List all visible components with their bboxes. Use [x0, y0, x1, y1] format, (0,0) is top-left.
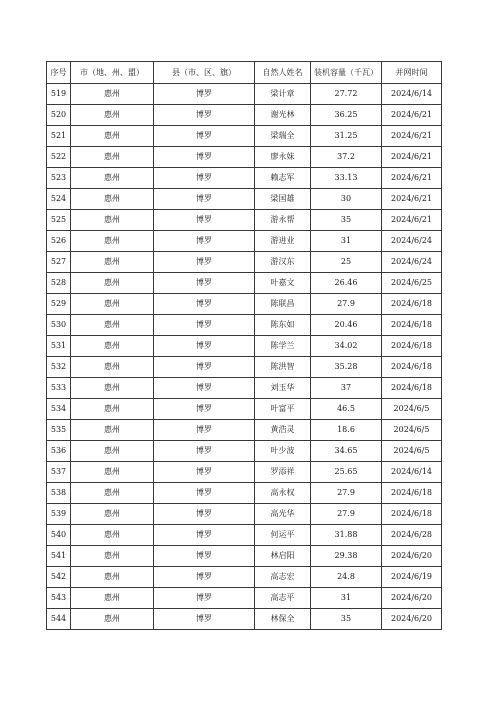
cell-county: 博罗	[154, 441, 255, 462]
cell-county: 博罗	[154, 567, 255, 588]
cell-grid-connection-date: 2024/6/28	[382, 525, 442, 546]
cell-serial-number: 536	[47, 441, 71, 462]
cell-city: 惠州	[71, 546, 154, 567]
cell-installed-capacity: 25.65	[311, 462, 382, 483]
cell-city: 惠州	[71, 126, 154, 147]
table-row	[47, 336, 442, 357]
cell-serial-number: 525	[47, 210, 71, 231]
cell-person-name: 黄浩灵	[255, 420, 311, 441]
table-row	[47, 546, 442, 567]
cell-grid-connection-date: 2024/6/21	[382, 210, 442, 231]
table-row	[47, 588, 442, 609]
cell-installed-capacity: 36.25	[311, 105, 382, 126]
cell-installed-capacity: 25	[311, 252, 382, 273]
cell-person-name: 赖志军	[255, 168, 311, 189]
cell-serial-number: 521	[47, 126, 71, 147]
cell-grid-connection-date: 2024/6/24	[382, 252, 442, 273]
table-row	[47, 483, 442, 504]
cell-installed-capacity: 29.38	[311, 546, 382, 567]
cell-installed-capacity: 34.65	[311, 441, 382, 462]
header-grid-connection-time: 并网时间	[382, 62, 442, 84]
cell-grid-connection-date: 2024/6/21	[382, 189, 442, 210]
cell-serial-number: 543	[47, 588, 71, 609]
table-row	[47, 189, 442, 210]
cell-grid-connection-date: 2024/6/18	[382, 504, 442, 525]
cell-person-name: 林保全	[255, 609, 311, 630]
cell-serial-number: 529	[47, 294, 71, 315]
cell-person-name: 廖永妹	[255, 147, 311, 168]
cell-person-name: 高志平	[255, 588, 311, 609]
cell-serial-number: 535	[47, 420, 71, 441]
pv-installation-table	[46, 61, 442, 630]
cell-person-name: 梁计章	[255, 84, 311, 105]
cell-county: 博罗	[154, 504, 255, 525]
cell-grid-connection-date: 2024/6/25	[382, 273, 442, 294]
cell-installed-capacity: 20.46	[311, 315, 382, 336]
cell-city: 惠州	[71, 252, 154, 273]
cell-city: 惠州	[71, 462, 154, 483]
cell-serial-number: 530	[47, 315, 71, 336]
table-row	[47, 525, 442, 546]
cell-person-name: 游汉东	[255, 252, 311, 273]
table-row	[47, 378, 442, 399]
table-row	[47, 420, 442, 441]
cell-person-name: 游进业	[255, 231, 311, 252]
cell-grid-connection-date: 2024/6/20	[382, 588, 442, 609]
cell-serial-number: 542	[47, 567, 71, 588]
cell-person-name: 高永权	[255, 483, 311, 504]
cell-grid-connection-date: 2024/6/21	[382, 168, 442, 189]
cell-city: 惠州	[71, 441, 154, 462]
cell-serial-number: 534	[47, 399, 71, 420]
cell-installed-capacity: 31.88	[311, 525, 382, 546]
cell-person-name: 罗添祥	[255, 462, 311, 483]
cell-person-name: 高光华	[255, 504, 311, 525]
cell-city: 惠州	[71, 147, 154, 168]
cell-installed-capacity: 18.6	[311, 420, 382, 441]
cell-installed-capacity: 24.8	[311, 567, 382, 588]
cell-county: 博罗	[154, 378, 255, 399]
cell-grid-connection-date: 2024/6/5	[382, 399, 442, 420]
table-row	[47, 252, 442, 273]
table-row	[47, 126, 442, 147]
table-row	[47, 210, 442, 231]
table-row	[47, 441, 442, 462]
cell-grid-connection-date: 2024/6/21	[382, 126, 442, 147]
table-row	[47, 294, 442, 315]
header-person-name: 自然人姓名	[255, 62, 311, 84]
header-county: 县（市、区、旗）	[154, 62, 255, 84]
cell-serial-number: 522	[47, 147, 71, 168]
cell-installed-capacity: 27.9	[311, 504, 382, 525]
header-city: 市（地、州、盟）	[71, 62, 154, 84]
cell-city: 惠州	[71, 609, 154, 630]
header-installed-capacity: 装机容量（千瓦）	[311, 62, 382, 84]
cell-county: 博罗	[154, 294, 255, 315]
cell-installed-capacity: 35	[311, 609, 382, 630]
cell-serial-number: 537	[47, 462, 71, 483]
cell-city: 惠州	[71, 504, 154, 525]
cell-person-name: 游永帮	[255, 210, 311, 231]
cell-serial-number: 540	[47, 525, 71, 546]
cell-grid-connection-date: 2024/6/18	[382, 378, 442, 399]
cell-county: 博罗	[154, 210, 255, 231]
cell-serial-number: 526	[47, 231, 71, 252]
cell-grid-connection-date: 2024/6/5	[382, 441, 442, 462]
table-body	[47, 84, 442, 630]
cell-city: 惠州	[71, 189, 154, 210]
cell-installed-capacity: 35	[311, 210, 382, 231]
cell-city: 惠州	[71, 105, 154, 126]
cell-person-name: 叶少波	[255, 441, 311, 462]
table-row	[47, 273, 442, 294]
cell-city: 惠州	[71, 168, 154, 189]
cell-city: 惠州	[71, 231, 154, 252]
cell-person-name: 林启阳	[255, 546, 311, 567]
cell-grid-connection-date: 2024/6/18	[382, 294, 442, 315]
cell-county: 博罗	[154, 105, 255, 126]
cell-person-name: 陈联昌	[255, 294, 311, 315]
cell-serial-number: 527	[47, 252, 71, 273]
cell-person-name: 刘玉华	[255, 378, 311, 399]
cell-city: 惠州	[71, 567, 154, 588]
cell-grid-connection-date: 2024/6/20	[382, 546, 442, 567]
cell-person-name: 谢光林	[255, 105, 311, 126]
cell-serial-number: 544	[47, 609, 71, 630]
cell-county: 博罗	[154, 252, 255, 273]
cell-county: 博罗	[154, 546, 255, 567]
cell-city: 惠州	[71, 210, 154, 231]
table-row	[47, 462, 442, 483]
cell-county: 博罗	[154, 336, 255, 357]
cell-serial-number: 533	[47, 378, 71, 399]
cell-installed-capacity: 27.9	[311, 294, 382, 315]
cell-county: 博罗	[154, 189, 255, 210]
cell-county: 博罗	[154, 609, 255, 630]
cell-person-name: 梁国雄	[255, 189, 311, 210]
cell-city: 惠州	[71, 525, 154, 546]
cell-installed-capacity: 26.46	[311, 273, 382, 294]
cell-person-name: 叶富平	[255, 399, 311, 420]
cell-serial-number: 531	[47, 336, 71, 357]
cell-grid-connection-date: 2024/6/18	[382, 483, 442, 504]
table-row	[47, 231, 442, 252]
cell-serial-number: 528	[47, 273, 71, 294]
cell-city: 惠州	[71, 483, 154, 504]
cell-person-name: 何运平	[255, 525, 311, 546]
cell-person-name: 叶嘉文	[255, 273, 311, 294]
cell-serial-number: 539	[47, 504, 71, 525]
table-row	[47, 609, 442, 630]
cell-grid-connection-date: 2024/6/24	[382, 231, 442, 252]
table-row	[47, 399, 442, 420]
cell-installed-capacity: 33.13	[311, 168, 382, 189]
cell-city: 惠州	[71, 420, 154, 441]
cell-installed-capacity: 27.72	[311, 84, 382, 105]
cell-grid-connection-date: 2024/6/18	[382, 357, 442, 378]
cell-grid-connection-date: 2024/6/21	[382, 147, 442, 168]
cell-installed-capacity: 37	[311, 378, 382, 399]
cell-city: 惠州	[71, 336, 154, 357]
table-row	[47, 105, 442, 126]
cell-grid-connection-date: 2024/6/19	[382, 567, 442, 588]
cell-serial-number: 524	[47, 189, 71, 210]
cell-county: 博罗	[154, 462, 255, 483]
cell-county: 博罗	[154, 231, 255, 252]
cell-grid-connection-date: 2024/6/14	[382, 84, 442, 105]
cell-installed-capacity: 37.2	[311, 147, 382, 168]
cell-person-name: 陈洪智	[255, 357, 311, 378]
table-row	[47, 357, 442, 378]
cell-county: 博罗	[154, 147, 255, 168]
cell-county: 博罗	[154, 483, 255, 504]
header-serial-number: 序号	[47, 62, 71, 84]
cell-serial-number: 519	[47, 84, 71, 105]
document-page	[46, 61, 441, 630]
cell-city: 惠州	[71, 588, 154, 609]
cell-city: 惠州	[71, 357, 154, 378]
cell-grid-connection-date: 2024/6/20	[382, 609, 442, 630]
cell-city: 惠州	[71, 294, 154, 315]
cell-serial-number: 532	[47, 357, 71, 378]
cell-grid-connection-date: 2024/6/21	[382, 105, 442, 126]
cell-installed-capacity: 35.28	[311, 357, 382, 378]
cell-county: 博罗	[154, 357, 255, 378]
cell-installed-capacity: 30	[311, 189, 382, 210]
cell-person-name: 陈学兰	[255, 336, 311, 357]
cell-serial-number: 523	[47, 168, 71, 189]
table-row	[47, 567, 442, 588]
table-row	[47, 147, 442, 168]
cell-serial-number: 541	[47, 546, 71, 567]
cell-installed-capacity: 31	[311, 231, 382, 252]
cell-serial-number: 520	[47, 105, 71, 126]
cell-county: 博罗	[154, 525, 255, 546]
cell-county: 博罗	[154, 315, 255, 336]
cell-city: 惠州	[71, 273, 154, 294]
cell-county: 博罗	[154, 588, 255, 609]
cell-installed-capacity: 31.25	[311, 126, 382, 147]
cell-city: 惠州	[71, 399, 154, 420]
cell-county: 博罗	[154, 420, 255, 441]
cell-county: 博罗	[154, 84, 255, 105]
cell-grid-connection-date: 2024/6/14	[382, 462, 442, 483]
table-row	[47, 168, 442, 189]
cell-county: 博罗	[154, 273, 255, 294]
cell-installed-capacity: 27.9	[311, 483, 382, 504]
cell-installed-capacity: 31	[311, 588, 382, 609]
cell-serial-number: 538	[47, 483, 71, 504]
cell-person-name: 高志宏	[255, 567, 311, 588]
cell-person-name: 梁瑞全	[255, 126, 311, 147]
cell-city: 惠州	[71, 378, 154, 399]
cell-city: 惠州	[71, 315, 154, 336]
cell-person-name: 陈东如	[255, 315, 311, 336]
cell-city: 惠州	[71, 84, 154, 105]
cell-grid-connection-date: 2024/6/18	[382, 336, 442, 357]
cell-county: 博罗	[154, 399, 255, 420]
cell-county: 博罗	[154, 126, 255, 147]
table-row	[47, 504, 442, 525]
table-header-row	[47, 62, 442, 84]
cell-installed-capacity: 46.5	[311, 399, 382, 420]
table-row	[47, 84, 442, 105]
cell-grid-connection-date: 2024/6/5	[382, 420, 442, 441]
cell-county: 博罗	[154, 168, 255, 189]
cell-grid-connection-date: 2024/6/18	[382, 315, 442, 336]
cell-installed-capacity: 34.02	[311, 336, 382, 357]
table-row	[47, 315, 442, 336]
